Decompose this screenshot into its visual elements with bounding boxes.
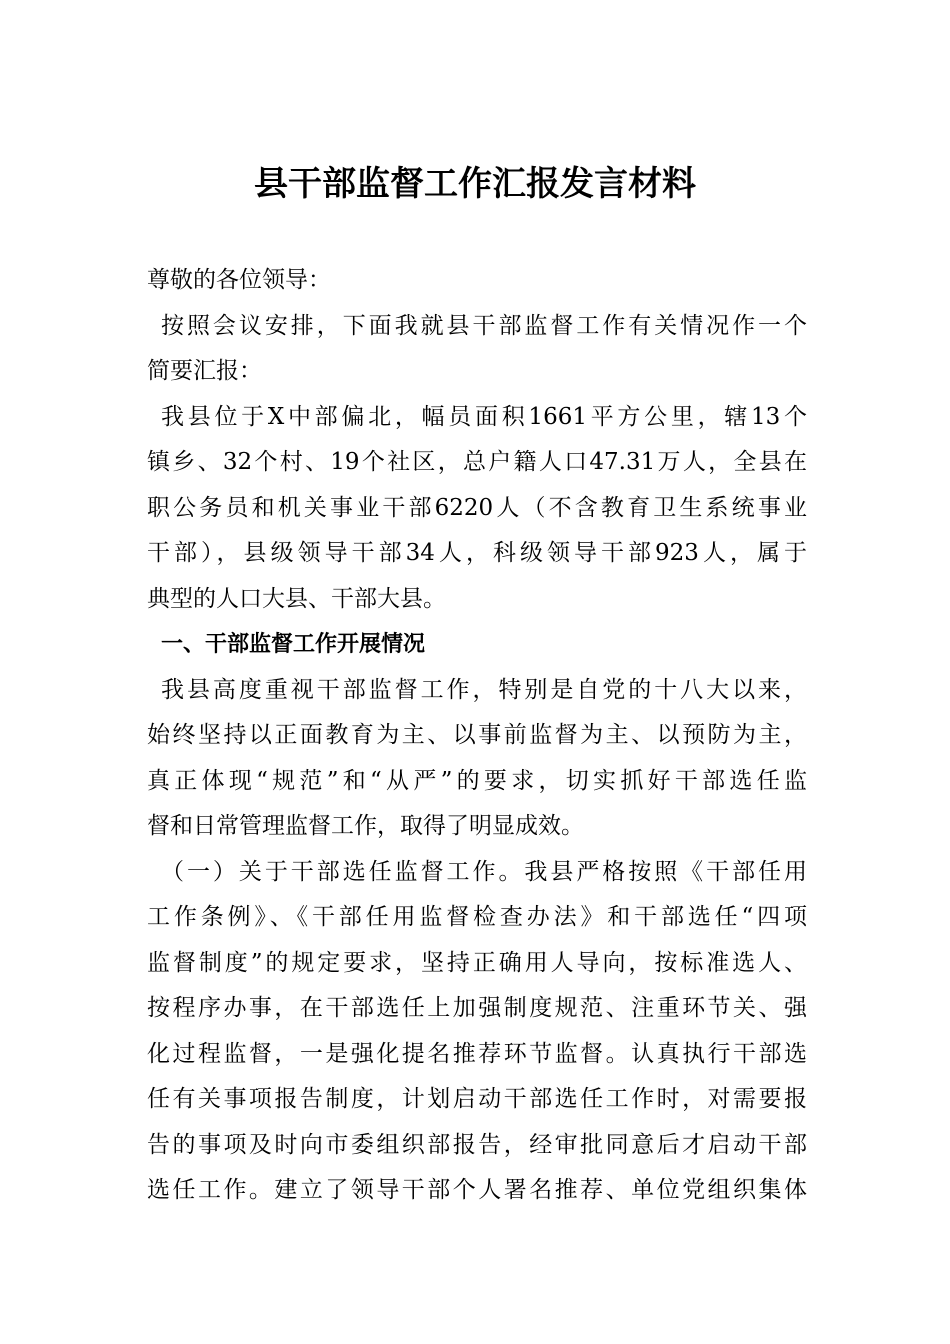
text-line: 典型的人口大县、干部大县。 [147, 585, 446, 612]
text-line: 始终坚持以正面教育为主、以事前监督为主、以预防为主， [147, 722, 807, 748]
section-heading: 一、干部监督工作开展情况 [161, 632, 426, 657]
text-line: 告的事项及时向市委组织部报告，经审批同意后才启动干部 [147, 1131, 807, 1158]
paragraph-selection-supervision [147, 850, 807, 1214]
salutation [147, 258, 807, 304]
document-body [147, 258, 807, 1214]
text-line: 化过程监督，一是强化提名推荐环节监督。认真执行干部选 [147, 1040, 807, 1067]
text-line: 我县高度重视干部监督工作，特别是自党的十八大以来， [161, 676, 807, 703]
text-line: 监督制度”的规定要求，坚持正确用人导向，按标准选人、 [147, 949, 807, 976]
text-line: 按照会议安排，下面我就县干部监督工作有关情况作一个 [161, 312, 807, 339]
text-line: 选任工作。建立了领导干部个人署名推荐、单位党组织集体 [147, 1177, 807, 1203]
text-line: 干部），县级领导干部34人，科级领导干部923人，属于 [147, 540, 807, 566]
text-line: 按程序办事，在干部选任上加强制度规范、注重环节关、强 [147, 995, 807, 1021]
text-line: 我县位于X中部偏北，幅员面积1661平方公里，辖13个 [161, 403, 807, 430]
paragraph-intro [147, 304, 807, 395]
text-line: 督和日常管理监督工作，取得了明显成效。 [147, 813, 584, 839]
text-line: 任有关事项报告制度，计划启动干部选任工作时，对需要报 [147, 1086, 807, 1112]
text-line: 真正体现“规范”和“从严”的要求，切实抓好干部选任监 [147, 767, 807, 794]
document-title: 县干部监督工作汇报发言材料 [254, 164, 696, 204]
text-line: 职公务员和机关事业干部6220人（不含教育卫生系统事业 [147, 494, 807, 521]
text-line: （一）关于干部选任监督工作。我县严格按照《干部任用 [161, 858, 807, 885]
text-line: 镇乡、32个村、19个社区，总户籍人口47.31万人，全县在 [147, 449, 807, 475]
salutation-line: 尊敬的各位领导： [147, 267, 331, 293]
paragraph-section-summary [147, 668, 807, 850]
text-line: 工作条例》、《干部任用监督检查办法》和干部选任“四项 [147, 904, 807, 930]
paragraph-county-overview [147, 395, 807, 623]
text-line: 简要汇报： [147, 358, 262, 384]
